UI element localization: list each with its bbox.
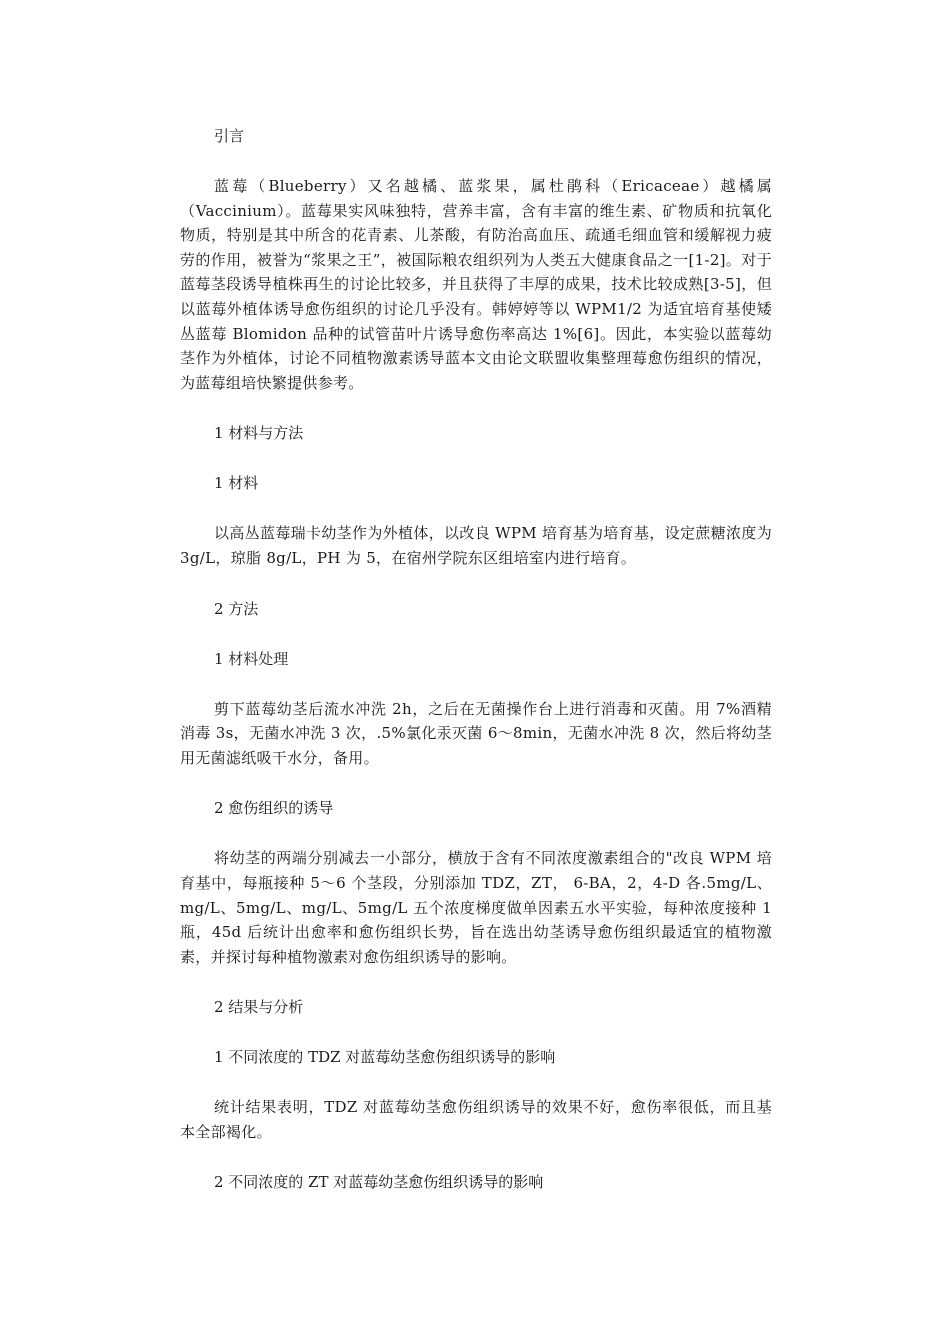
section-heading-zt: 2 不同浓度的 ZT 对蓝莓幼茎愈伤组织诱导的影响: [214, 1173, 544, 1192]
paragraph-material-processing: 剪下蓝莓幼茎后流水冲洗 2h，之后在无菌操作台上进行消毒和灭菌。用 7%酒精消毒 3s，无菌水冲洗 3 次，.5%氯化汞灭菌 6～8min，无菌水冲洗 8 次，然后将幼茎用无菌滤纸吸干水分，备用。: [180, 699, 772, 767]
section-heading-intro: 引言: [214, 127, 245, 145]
paragraph-intro: 蓝莓（Blueberry）又名越橘、蓝浆果，属杜鹃科（Ericaceae）越橘属（Vaccinium）。蓝莓果实风味独特，营养丰富，含有丰富的维生素、矿物质和抗氧化物质，特别是其中所含的花青素、儿茶酸，有防治高血压、疏通毛细血管和缓解视力疲劳的作用，被誉为“浆果之王”，被国际粮农组织列为人类五大健康食品之一[1-2]。对于蓝莓茎段诱导植株再生的讨论比较多，并且获得了丰厚的成果，技术比较成熟[3-5]，但以蓝莓外植体诱导愈伤组织的讨论几乎没有。韩婷婷等以 WPM1/2 为适宜培育基使矮丛蓝莓 Blomidon 品种的试管苗叶片诱导愈伤率高达 1%[6]。因此，本实验以蓝莓幼茎作为外植体，讨论不同植物激素诱导蓝本文由论文联盟收集整理莓愈伤组织的情况，为蓝莓组培快繁提供参考。: [180, 177, 772, 392]
document-body: [180, 124, 772, 1220]
section-heading-callus-induction: 2 愈伤组织的诱导: [214, 799, 334, 818]
section-heading-results: 2 结果与分析: [214, 998, 304, 1017]
section-heading-tdz: 1 不同浓度的 TDZ 对蓝莓幼茎愈伤组织诱导的影响: [214, 1048, 556, 1067]
paragraph-callus-induction: 将幼茎的两端分别减去一小部分，横放于含有不同浓度激素组合的"改良 WPM 培育基中，每瓶接种 5～6 个茎段，分别添加 TDZ，ZT， 6-BA，2，4-D 各.5mg/L、mg/L、5mg/L、mg/L、5mg/L 五个浓度梯度做单因素五水平实验，每种浓度接种 1 瓶，45d 后统计出愈率和愈伤组织长势，旨在选出幼茎诱导愈伤组织最适宜的植物激素，并探讨每种植物激素对愈伤组织诱导的影响。: [180, 849, 772, 966]
section-heading-material-processing: 1 材料处理: [214, 649, 289, 668]
paragraph-materials: 以高丛蓝莓瑞卡幼茎作为外植体，以改良 WPM 培育基为培育基，设定蔗糖浓度为 3g/L，琼脂 8g/L，PH 为 5，在宿州学院东区组培室内进行培育。: [180, 524, 772, 567]
section-heading-materials: 1 材料: [214, 474, 259, 493]
section-heading-methods: 2 方法: [214, 599, 259, 618]
paragraph-tdz: 统计结果表明，TDZ 对蓝莓幼茎愈伤组织诱导的效果不好，愈伤率很低，而且基本全部褐化。: [180, 1098, 772, 1141]
section-heading-materials-methods: 1 材料与方法: [214, 424, 304, 443]
